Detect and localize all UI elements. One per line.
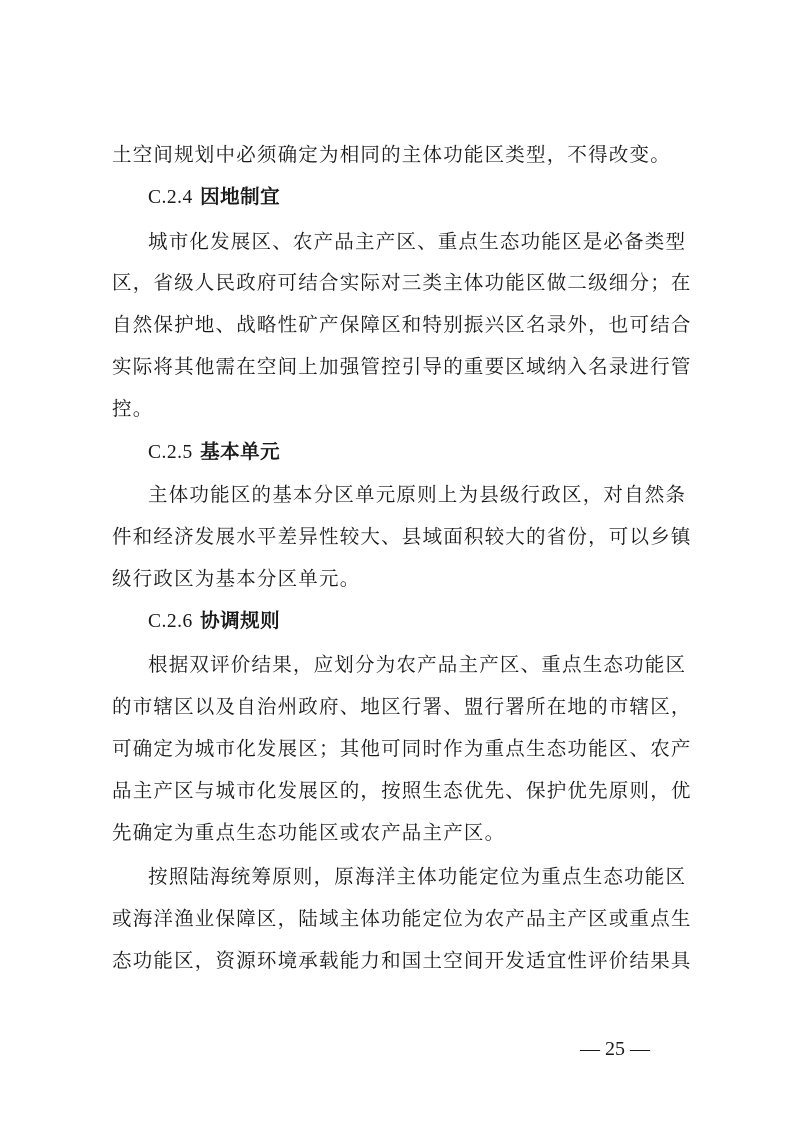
paragraph-line: 或海洋渔业保障区，陆域主体功能定位为农产品主产区或重点生 (112, 907, 692, 930)
heading-number: C.2.6 (148, 611, 193, 632)
paragraph-line: 控。 (112, 397, 154, 420)
heading-title: 基本单元 (200, 440, 281, 463)
section-heading-c25 (148, 437, 718, 467)
heading-number: C.2.5 (148, 442, 193, 463)
paragraph-line: 先确定为重点生态功能区或农产品主产区。 (112, 821, 506, 844)
paragraph-line: 区，省级人民政府可结合实际对三类主体功能区做二级细分；在 (112, 271, 692, 294)
paragraph-line: 态功能区，资源环境承载能力和国土空间开发适宜性评价结果具 (112, 949, 692, 972)
page-number: — 25 — (580, 1038, 650, 1060)
paragraph-line: 件和经济发展水平差异性较大、县域面积较大的省份，可以乡镇 (112, 525, 692, 548)
paragraph-line: 级行政区为基本分区单元。 (112, 567, 361, 590)
paragraph-line: 土空间规划中必须确定为相同的主体功能区类型，不得改变。 (112, 143, 671, 166)
paragraph-line: 主体功能区的基本分区单元原则上为县级行政区，对自然条 (148, 483, 687, 506)
paragraph-line: 实际将其他需在空间上加强管控引导的重要区域纳入名录进行管 (112, 355, 692, 378)
paragraph-line: 品主产区与城市化发展区的，按照生态优先、保护优先原则，优 (112, 779, 692, 802)
heading-title: 因地制宜 (200, 185, 281, 208)
section-heading-c24 (148, 182, 718, 212)
paragraph-line: 按照陆海统筹原则，原海洋主体功能定位为重点生态功能区 (148, 865, 687, 888)
section-heading-c26 (148, 606, 718, 636)
paragraph-line: 城市化发展区、农产品主产区、重点生态功能区是必备类型 (148, 230, 687, 253)
heading-title: 协调规则 (200, 609, 281, 632)
paragraph-line: 可确定为城市化发展区；其他可同时作为重点生态功能区、农产 (112, 737, 692, 760)
paragraph-line: 的市辖区以及自治州政府、地区行署、盟行署所在地的市辖区， (112, 695, 692, 718)
paragraph-line: 根据双评价结果，应划分为农产品主产区、重点生态功能区 (148, 653, 687, 676)
paragraph-line: 自然保护地、战略性矿产保障区和特别振兴区名录外，也可结合 (112, 313, 692, 336)
heading-number: C.2.4 (148, 187, 193, 208)
